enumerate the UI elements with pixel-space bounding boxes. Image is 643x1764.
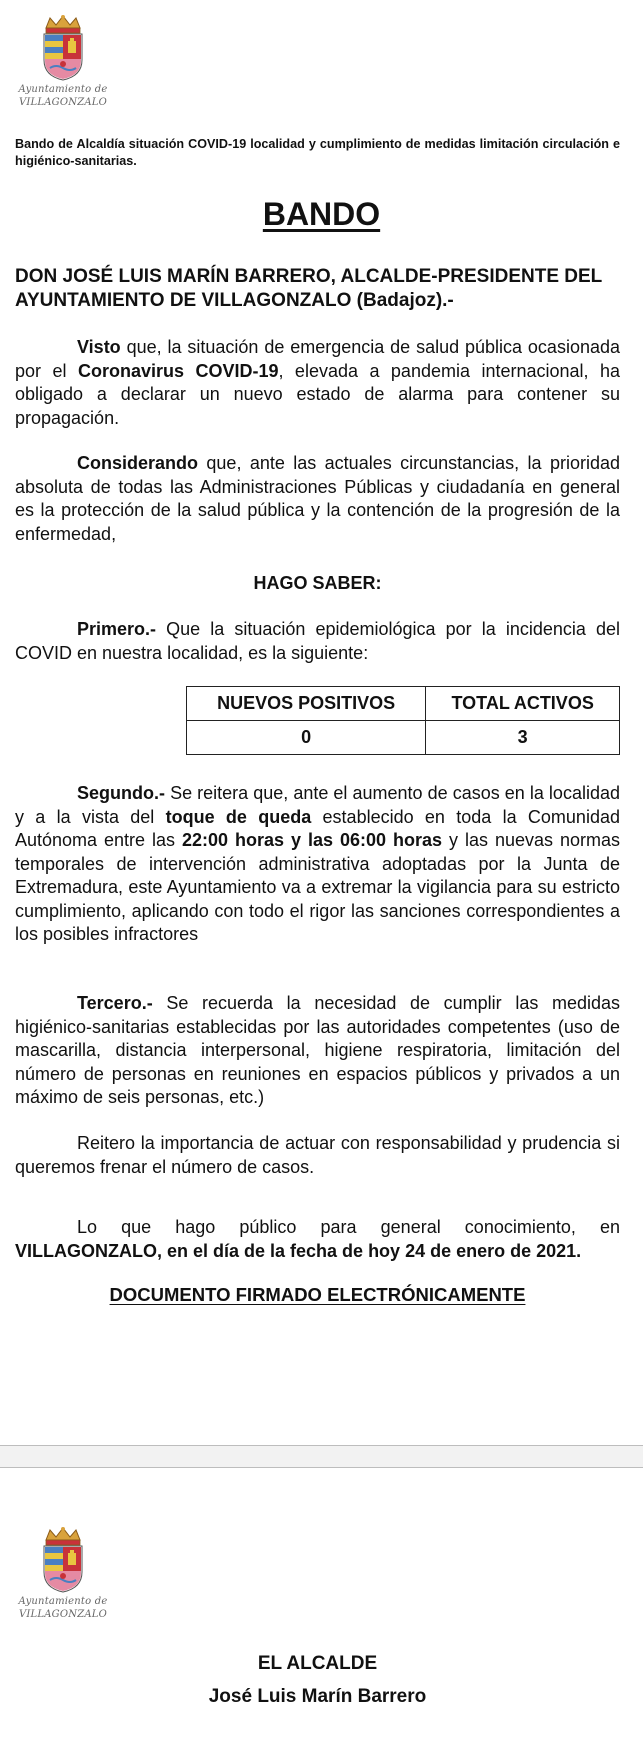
page-separator <box>0 1445 643 1468</box>
table-header-cell: TOTAL ACTIVOS <box>426 687 620 721</box>
document-page-2 <box>0 1468 643 1764</box>
municipal-logo <box>8 1526 118 1620</box>
tercero-lead: Tercero.- <box>77 993 153 1013</box>
hago-saber-heading: HAGO SABER: <box>253 573 382 593</box>
coat-of-arms-icon <box>38 14 88 82</box>
considerando-text: que, ante las actuales circunstancias, la prioridad absoluta de todas las Administraciones Públicas y ciudadanía en general es la protección de la salud pública y la contención de la progresión de la enfermedad, <box>15 453 620 544</box>
paragraph-considerando <box>15 452 620 546</box>
segundo-text3: y las nuevas normas temporales de intervención administrativa adoptadas por la Junta de Extremadura, este Ayuntamiento va a extremar la vigilancia para su estricto cumplimiento, aplicando con todo el rigor las sanciones correspondientes a los posibles infractores <box>15 830 620 944</box>
table-cell-nuevos: 0 <box>187 721 426 755</box>
paragraph-visto <box>15 336 620 430</box>
closing-bold: VILLAGONZALO, en el día de la fecha de hoy 24 de enero de 2021. <box>15 1240 582 1261</box>
visto-text1: que, la situación de emergencia de salud pública ocasionada por el <box>15 337 620 381</box>
covid-stats-table <box>186 686 620 755</box>
segundo-text1: Se reitera que, ante el aumento de casos en la localidad y a la vista del <box>15 783 620 827</box>
visto-text2: , elevada a pandemia internacional, ha obligado a declarar un nuevo estado de alarma para contener su propagación. <box>15 360 620 428</box>
document-subject: Bando de Alcaldía situación COVID-19 localidad y cumplimiento de medidas limitación circulación e higiénico-sanitarias. <box>15 137 620 168</box>
table-cell-activos: 3 <box>426 721 620 755</box>
logo-caption-line1: Ayuntamiento de <box>18 84 108 95</box>
table-header-cell: NUEVOS POSITIVOS <box>187 687 426 721</box>
coat-of-arms-icon <box>38 1526 88 1594</box>
segundo-lead: Segundo.- <box>77 783 165 803</box>
signed-electronically-note: DOCUMENTO FIRMADO ELECTRÓNICAMENTE <box>109 1284 526 1305</box>
table-header-row <box>187 687 620 721</box>
logo-caption-line2: VILLAGONZALO <box>18 97 108 108</box>
paragraph-segundo <box>15 782 620 947</box>
paragraph-tercero <box>15 992 620 1110</box>
signature-role: EL ALCALDE <box>257 1653 378 1674</box>
mayor-heading: DON JOSÉ LUIS MARÍN BARRERO, ALCALDE-PRESIDENTE DEL AYUNTAMIENTO DE VILLAGONZALO (Badajoz).- <box>15 266 602 311</box>
table-row <box>187 721 620 755</box>
paragraph-primero <box>15 618 620 665</box>
visto-lead: Visto <box>77 337 121 357</box>
visto-bold1: Coronavirus COVID-19 <box>77 360 279 381</box>
logo-caption-line2: VILLAGONZALO <box>18 1609 108 1620</box>
logo-caption-line1: Ayuntamiento de <box>18 1596 108 1607</box>
segundo-bold2: 22:00 horas y las 06:00 horas <box>182 830 443 850</box>
primero-lead: Primero.- <box>77 619 157 639</box>
signature-name: José Luis Marín Barrero <box>208 1686 427 1707</box>
closing-text: Lo que hago público para general conocimiento, en <box>77 1217 620 1237</box>
paragraph-reitero <box>15 1132 620 1179</box>
primero-text: Que la situación epidemiológica por la incidencia del COVID en nuestra localidad, es la siguiente: <box>15 619 620 663</box>
municipal-logo <box>8 14 118 108</box>
segundo-text2: establecido en toda la Comunidad Autónoma entre las <box>15 806 620 850</box>
tercero-text: Se recuerda la necesidad de cumplir las medidas higiénico-sanitarias establecidas por las autoridades competentes (uso de mascarilla, distancia interpersonal, higiene respiratoria, limitación del número de personas en reuniones en espacios públicos y privados a un máximo de seis personas, etc.) <box>15 993 620 1107</box>
segundo-bold1: toque de queda <box>165 806 312 827</box>
document-title: BANDO <box>262 196 381 232</box>
considerando-lead: Considerando <box>77 453 199 473</box>
reitero-text: Reitero la importancia de actuar con responsabilidad y prudencia si queremos frenar el número de casos. <box>15 1133 620 1177</box>
paragraph-closing <box>15 1216 620 1263</box>
